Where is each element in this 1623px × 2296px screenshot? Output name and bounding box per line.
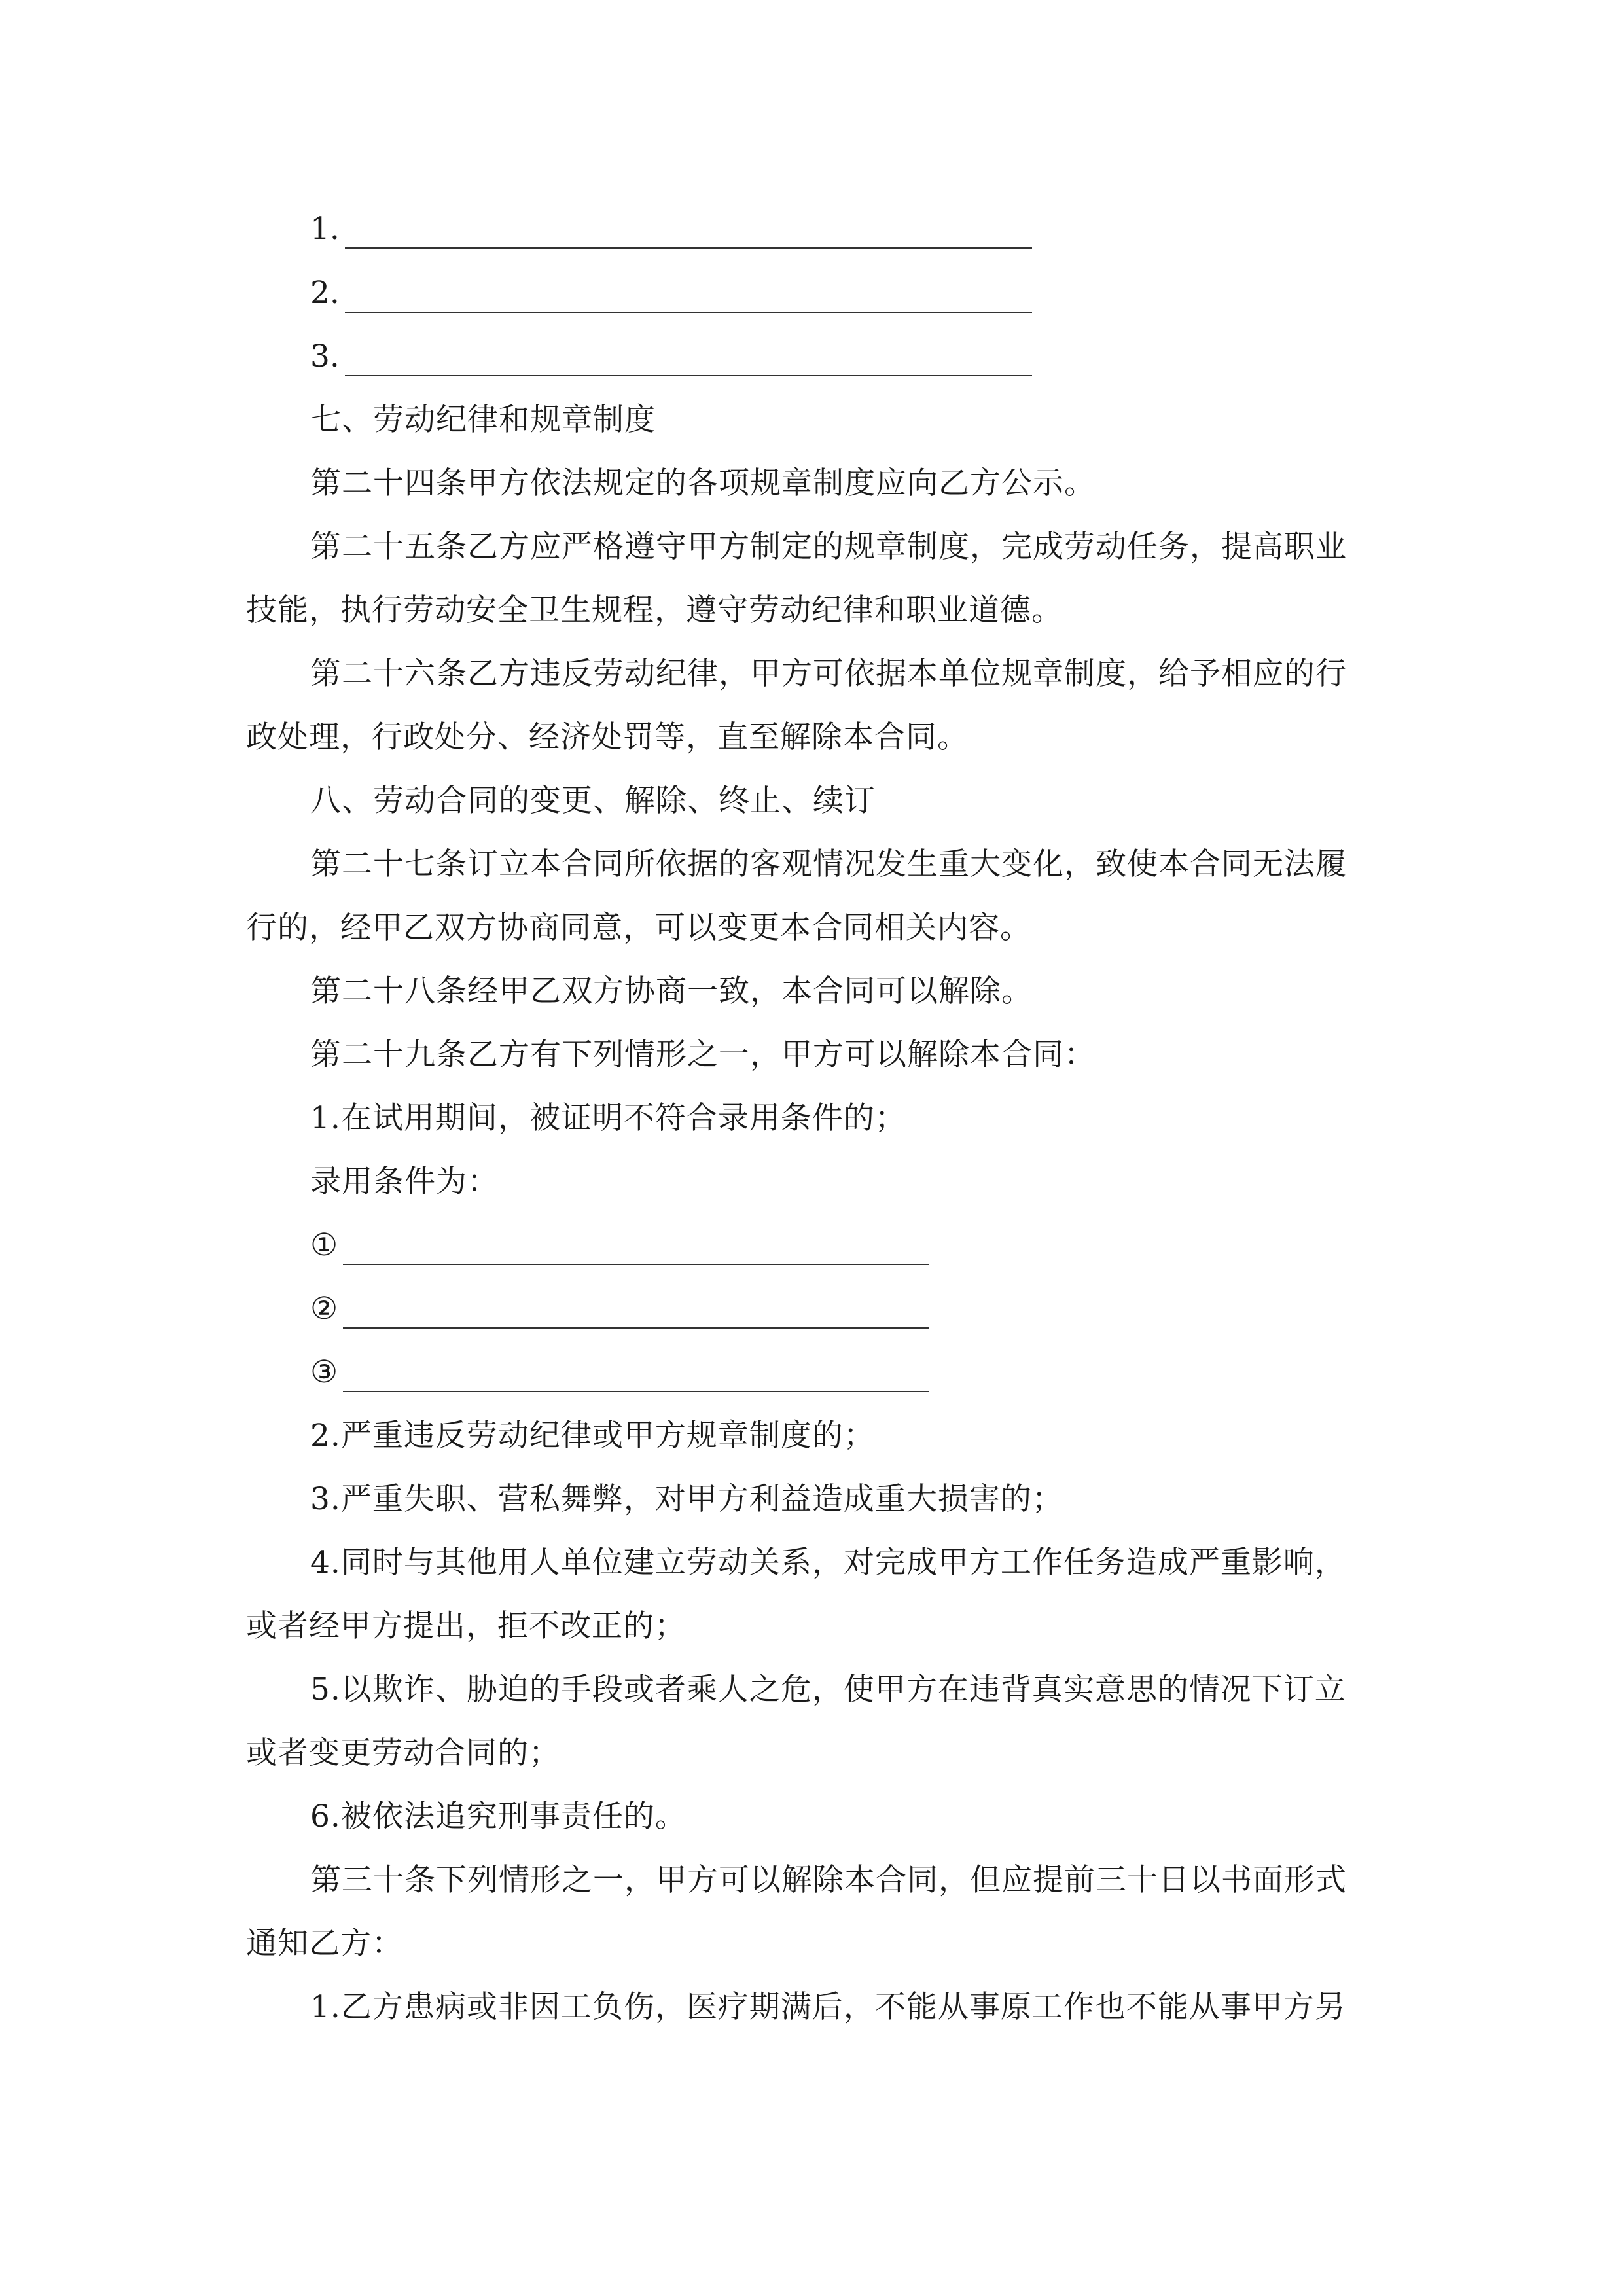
blank-label: ① xyxy=(310,1227,338,1263)
section-heading-7: 七、劳动纪律和规章制度 xyxy=(310,402,656,438)
article-30-line-1: 第三十条下列情形之一，甲方可以解除本合同，但应提前三十日以书面形式 xyxy=(310,1862,1347,1898)
article-24: 第二十四条甲方依法规定的各项规章制度应向乙方公示。 xyxy=(310,465,1096,501)
condition-blank-3 xyxy=(310,1353,929,1392)
blank-label: ② xyxy=(310,1291,338,1327)
hiring-conditions-label: 录用条件为： xyxy=(310,1164,499,1200)
blank-underline xyxy=(345,217,1032,249)
article-27-line-1: 第二十七条订立本合同所依据的客观情况发生重大变化，致使本合同无法履 xyxy=(310,846,1347,882)
article-29-item-6: 6.被依法追究刑事责任的。 xyxy=(310,1799,687,1835)
article-25-line-1: 第二十五条乙方应严格遵守甲方制定的规章制度，完成劳动任务，提高职业 xyxy=(310,529,1347,565)
article-30-item-1: 1.乙方患病或非因工负伤，医疗期满后，不能从事原工作也不能从事甲方另 xyxy=(310,1989,1346,2025)
article-28: 第二十八条经甲乙双方协商一致，本合同可以解除。 xyxy=(310,973,1033,1009)
blank-line-2 xyxy=(310,274,1032,313)
blank-line-1 xyxy=(310,209,1032,249)
article-29-item-5-line-2: 或者变更劳动合同的； xyxy=(246,1735,560,1771)
article-29-item-4-line-1: 4.同时与其他用人单位建立劳动关系，对完成甲方工作任务造成严重影响， xyxy=(310,1545,1346,1581)
section-heading-8: 八、劳动合同的变更、解除、终止、续订 xyxy=(310,783,876,819)
article-26-line-1: 第二十六条乙方违反劳动纪律，甲方可依据本单位规章制度，给予相应的行 xyxy=(310,656,1347,692)
article-25-line-2: 技能，执行劳动安全卫生规程，遵守劳动纪律和职业道德。 xyxy=(246,592,1063,628)
condition-blank-1 xyxy=(310,1226,929,1265)
article-29-item-2: 2.严重违反劳动纪律或甲方规章制度的； xyxy=(310,1418,875,1454)
blank-label: ③ xyxy=(310,1354,338,1390)
blank-label: 2. xyxy=(310,275,340,311)
blank-underline xyxy=(343,1234,929,1265)
article-29: 第二十九条乙方有下列情形之一，甲方可以解除本合同： xyxy=(310,1037,1096,1073)
blank-underline xyxy=(343,1361,929,1392)
blank-label: 3. xyxy=(310,338,340,374)
article-29-item-3: 3.严重失职、营私舞弊，对甲方利益造成重大损害的； xyxy=(310,1481,1063,1517)
article-29-item-1: 1.在试用期间，被证明不符合录用条件的； xyxy=(310,1100,906,1136)
blank-label: 1. xyxy=(310,211,340,247)
article-29-item-4-line-2: 或者经甲方提出，拒不改正的； xyxy=(246,1608,686,1644)
article-29-item-5-line-1: 5.以欺诈、胁迫的手段或者乘人之危，使甲方在违背真实意思的情况下订立 xyxy=(310,1672,1346,1708)
blank-underline xyxy=(345,345,1032,376)
article-30-line-2: 通知乙方： xyxy=(246,1926,403,1962)
article-26-line-2: 政处理，行政处分、经济处罚等，直至解除本合同。 xyxy=(246,719,969,755)
blank-underline xyxy=(345,281,1032,313)
article-27-line-2: 行的，经甲乙双方协商同意，可以变更本合同相关内容。 xyxy=(246,910,1031,946)
condition-blank-2 xyxy=(310,1289,929,1329)
blank-line-3 xyxy=(310,337,1032,376)
blank-underline xyxy=(343,1297,929,1329)
